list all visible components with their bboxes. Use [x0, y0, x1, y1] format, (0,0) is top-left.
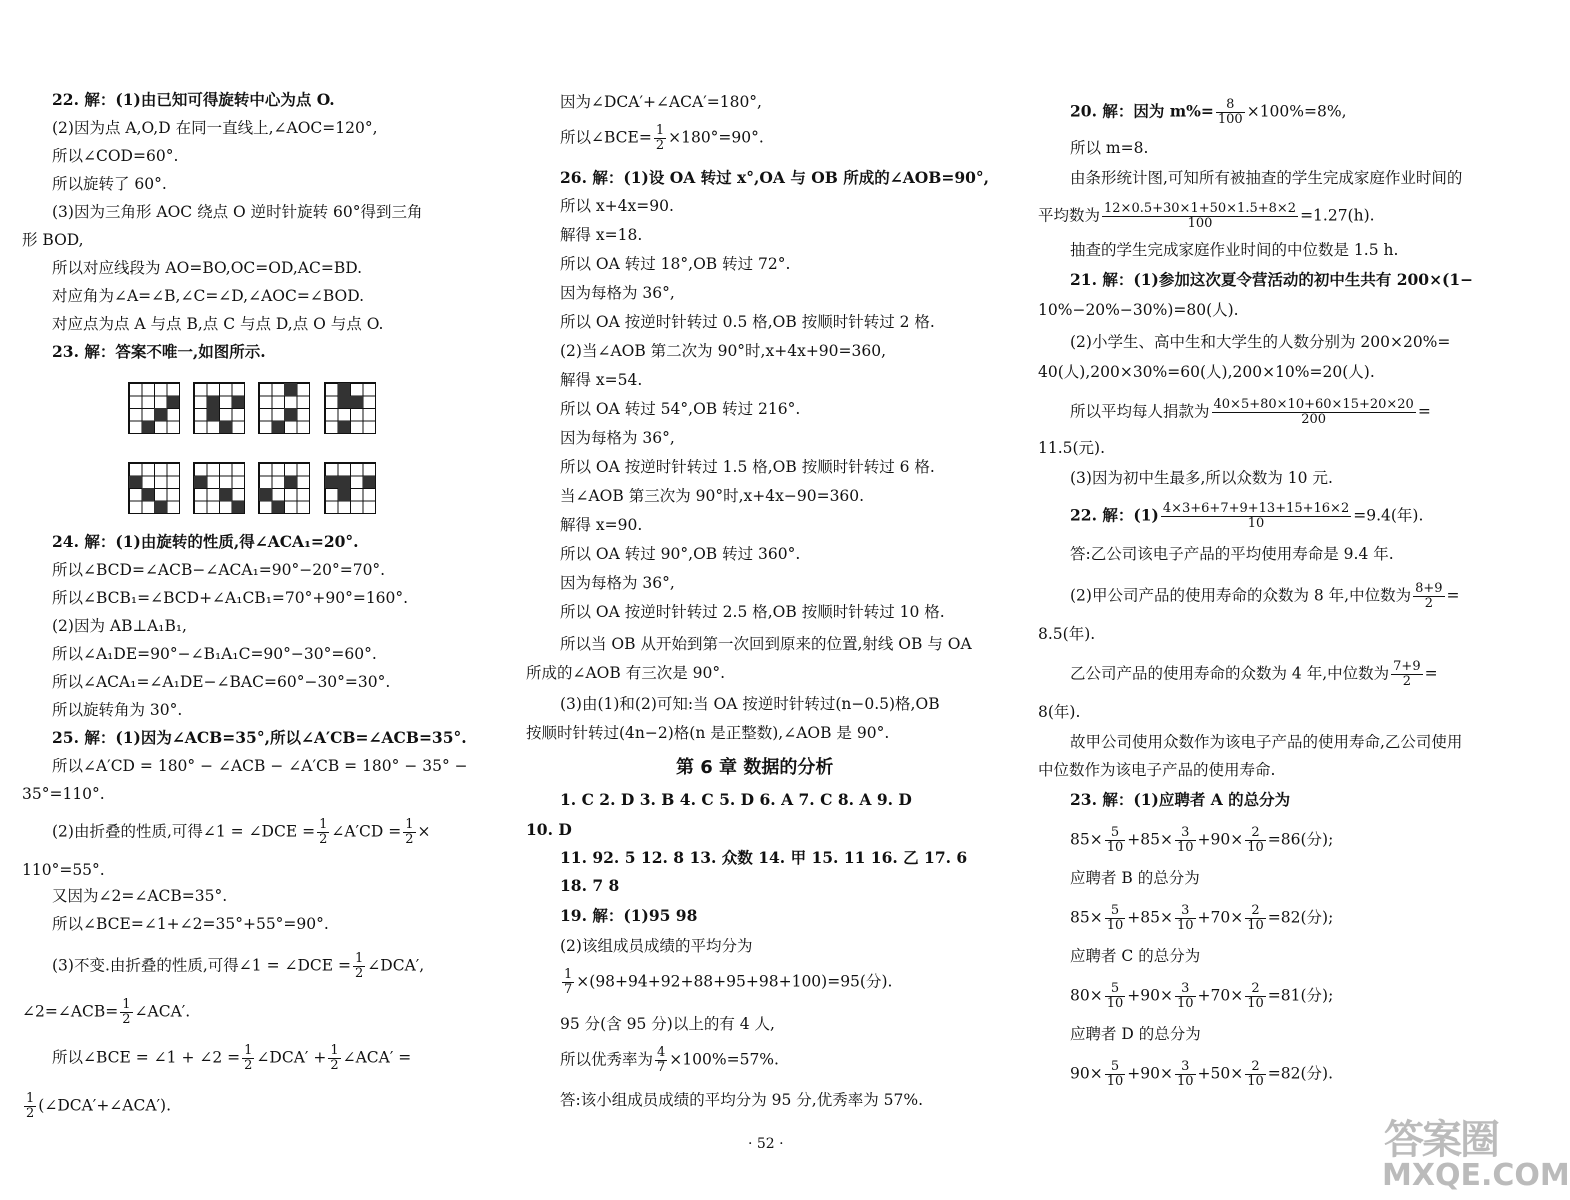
text-line: 按顺时针转过(4n−2)格(n 是正整数),∠AOB 是 90°. — [526, 724, 890, 742]
q21-head: 21. 解：(1)参加这次夏令营活动的初中生共有 200×(1− — [1070, 270, 1474, 289]
grid-figure-4 — [324, 382, 376, 434]
text-line: (3)因为三角形 AOC 绕点 O 逆时针旋转 60°得到三角 — [52, 203, 423, 221]
text-line: 8(年). — [1038, 703, 1081, 721]
text-line: 解得 x=54. — [560, 371, 643, 389]
text-line: (2)因为 AB⊥A₁B₁, — [52, 617, 187, 635]
fraction: $\frac{7+9}{2}$ — [1393, 659, 1421, 689]
text-line: 所成的∠AOB 有三次是 90°. — [526, 664, 726, 682]
text-line: 对应角为∠A=∠B,∠C=∠D,∠AOC=∠BOD. — [52, 287, 365, 305]
fraction: $\frac{40\times 5+80\times 10+60\times 15+20\times 20}{200}$ — [1213, 397, 1414, 427]
text-line: 解得 x=18. — [560, 226, 643, 244]
fraction: $\frac{8+9}{2}$ — [1415, 581, 1443, 611]
q25-head: 25. 解：(1)因为∠ACB=35°,所以∠A′CB=∠ACB=35°. — [52, 728, 467, 747]
fraction: $\frac{4\times 3+6+7+9+13+15+16\times 2}{10}$ — [1162, 501, 1350, 531]
text-line: 所以旋转了 60°. — [52, 175, 167, 193]
text-line: 所以∠BCD=∠ACB−∠ACA₁=90°−20°=70°. — [52, 561, 386, 579]
text-line: 所以当 OB 从开始到第一次回到原来的位置,射线 OB 与 OA — [560, 635, 972, 653]
text-line: 应聘者 D 的总分为 — [1070, 1025, 1201, 1043]
fraction: $\frac{1}{2}$ — [405, 817, 414, 847]
text-line: (2)甲公司产品的使用寿命的众数为 8 年,中位数为 $\frac{8+9}{2}$ = — [1070, 581, 1460, 611]
text-line: 因为每格为 36°, — [560, 284, 675, 302]
text-line: 平均数为 $\frac{12\times 0.5+30\times 1+50\times 1.5+8\times 2}{100}$ =1.27(h). — [1038, 201, 1375, 231]
text-line: 所以∠BCB₁=∠BCD+∠A₁CB₁=70°+90°=160°. — [52, 589, 409, 607]
q22-head: 22. 解：(1)由已知可得旋转中心为点 O. — [52, 90, 335, 109]
text-line: 85× $\frac{5}{10}$ +85× $\frac{3}{10}$ +90× $\frac{2}{10}$ =86(分); — [1070, 825, 1334, 855]
grid-figure-8 — [324, 462, 376, 514]
fraction: $\frac{4}{7}$ — [657, 1045, 666, 1075]
answer-line: 11. 92. 5 12. 8 13. 众数 14. 甲 15. 11 16. 乙 17. 6 — [560, 848, 968, 867]
text-line: (2)因为点 A,O,D 在同一直线上,∠AOC=120°, — [52, 119, 378, 137]
watermark-logo: 答案圈 — [1384, 1117, 1498, 1163]
text-line: 所以 m=8. — [1070, 139, 1149, 157]
chapter-title: 第 6 章 数据的分析 — [676, 757, 834, 778]
text-line: 所以∠COD=60°. — [52, 147, 179, 165]
text-line: (2)当∠AOB 第二次为 90°时,x+4x+90=360, — [560, 342, 887, 360]
text-line: 抽查的学生完成家庭作业时间的中位数是 1.5 h. — [1070, 241, 1399, 259]
text-line: 当∠AOB 第三次为 90°时,x+4x−90=360. — [560, 487, 865, 505]
text-line: 由条形统计图,可知所有被抽查的学生完成家庭作业时间的 — [1070, 169, 1463, 187]
page-number: · 52 · — [748, 1136, 784, 1152]
grid-figure-6 — [193, 462, 245, 514]
fraction: $\frac{1}{2}$ — [319, 817, 328, 847]
fraction: $\frac{1}{7}$ — [564, 967, 573, 997]
text-line: 所以优秀率为 $\frac{4}{7}$ ×100%=57%. — [560, 1045, 779, 1075]
text-line: 因为每格为 36°, — [560, 574, 675, 592]
text-line: 乙公司产品的使用寿命的众数为 4 年,中位数为 $\frac{7+9}{2}$ = — [1070, 659, 1438, 689]
grid-figure-7 — [258, 462, 310, 514]
q22-right-head: 22. 解：(1) $\frac{4\times 3+6+7+9+13+15+16\times 2}{10}$ =9.4(年). — [1070, 501, 1424, 531]
text-line: 所以 OA 按逆时针转过 0.5 格,OB 按顺时针转过 2 格. — [560, 313, 935, 331]
text-line: 解得 x=90. — [560, 516, 643, 534]
answer-line: 18. 7 8 — [560, 876, 620, 895]
text-line: 10%−20%−30%)=80(人). — [1038, 301, 1239, 319]
text-line: 所以∠BCE = ∠1 + ∠2 = $\frac{1}{2}$ ∠DCA′ + $\frac{1}{2}$ ∠ACA′ = — [52, 1043, 412, 1073]
text-line: (3)因为初中生最多,所以众数为 10 元. — [1070, 469, 1333, 487]
grid-figure-1 — [128, 382, 180, 434]
text-line: 所以对应线段为 AO=BO,OC=OD,AC=BD. — [52, 259, 363, 277]
text-line: 110°=55°. — [22, 861, 105, 879]
text-line: 形 BOD, — [22, 231, 84, 249]
text-line: 所以 OA 转过 90°,OB 转过 360°. — [560, 545, 801, 563]
answer-line: 1. C 2. D 3. B 4. C 5. D 6. A 7. C 8. A 9. D — [560, 790, 912, 809]
text-line: 所以 OA 按逆时针转过 1.5 格,OB 按顺时针转过 6 格. — [560, 458, 935, 476]
text-line: 所以∠A₁DE=90°−∠B₁A₁C=90°−30°=60°. — [52, 645, 377, 663]
text-line: (2)小学生、高中生和大学生的人数分别为 200×20%= — [1070, 333, 1451, 351]
q24-head: 24. 解：(1)由旋转的性质,得∠ACA₁=20°. — [52, 532, 359, 551]
text-line: 所以旋转角为 30°. — [52, 701, 183, 719]
text-line: $\frac{1}{2}$ (∠DCA′+∠ACA′). — [26, 1091, 172, 1121]
text-line: (3)不变.由折叠的性质,可得∠1 = ∠DCE = $\frac{1}{2}$ ∠DCA′, — [52, 951, 425, 981]
text-line: 所以 OA 转过 54°,OB 转过 216°. — [560, 400, 801, 418]
answer-line: 10. D — [526, 820, 572, 839]
text-line: 95 分(含 95 分)以上的有 4 人, — [560, 1015, 775, 1033]
text-line: 所以∠ACA₁=∠A₁DE−∠BAC=60°−30°=30°. — [52, 673, 391, 691]
grid-figure-3 — [258, 382, 310, 434]
q23-right-head: 23. 解：(1)应聘者 A 的总分为 — [1070, 790, 1291, 809]
q20-head: 20. 解：因为 m%= $\frac{8}{100}$ ×100%=8%, — [1070, 97, 1347, 127]
text-line: 中位数作为该电子产品的使用寿命. — [1038, 761, 1276, 779]
fraction: $\frac{8}{100}$ — [1217, 97, 1243, 127]
text-line: 因为每格为 36°, — [560, 429, 675, 447]
fraction: $\frac{1}{2}$ — [244, 1043, 253, 1073]
fraction: $\frac{12\times 0.5+30\times 1+50\times 1.5+8\times 2}{100}$ — [1104, 201, 1297, 231]
text-line: 35°=110°. — [22, 785, 105, 803]
text-line: (2)由折叠的性质,可得∠1 = ∠DCE = $\frac{1}{2}$ ∠A′CD = $\frac{1}{2}$ × — [52, 817, 431, 847]
text-line: 故甲公司使用众数作为该电子产品的使用寿命,乙公司使用 — [1070, 733, 1463, 751]
text-line: 所以∠BCE= $\frac{1}{2}$ ×180°=90°. — [560, 123, 764, 153]
text-line: ∠2=∠ACB= $\frac{1}{2}$ ∠ACA′. — [22, 997, 191, 1027]
text-line: 答:该小组成员成绩的平均分为 95 分,优秀率为 57%. — [560, 1091, 924, 1109]
q26-head: 26. 解：(1)设 OA 转过 x°,OA 与 OB 所成的∠AOB=90°, — [560, 168, 990, 187]
text-line: 90× $\frac{5}{10}$ +90× $\frac{3}{10}$ +50× $\frac{2}{10}$ =82(分). — [1070, 1059, 1333, 1089]
fraction: $\frac{1}{2}$ — [355, 951, 364, 981]
q23-head: 23. 解：答案不唯一,如图所示. — [52, 342, 266, 361]
text-line: (2)该组成员成绩的平均分为 — [560, 937, 753, 955]
text-line: 85× $\frac{5}{10}$ +85× $\frac{3}{10}$ +70× $\frac{2}{10}$ =82(分); — [1070, 903, 1334, 933]
text-line: 所以∠A′CD = 180° − ∠ACB − ∠A′CB = 180° − 35° − — [52, 757, 468, 775]
fraction: $\frac{1}{2}$ — [330, 1043, 339, 1073]
text-line: 又因为∠2=∠ACB=35°. — [52, 887, 228, 905]
text-line: 所以 OA 按逆时针转过 2.5 格,OB 按顺时针转过 10 格. — [560, 603, 945, 621]
grid-figure-2 — [193, 382, 245, 434]
text-line: 所以 x+4x=90. — [560, 197, 674, 215]
fraction: $\frac{1}{2}$ — [122, 997, 131, 1027]
fraction: $\frac{1}{2}$ — [26, 1091, 35, 1121]
text-line: 所以∠BCE=∠1+∠2=35°+55°=90°. — [52, 915, 329, 933]
text-line: 所以平均每人捐款为 $\frac{40\times 5+80\times 10+60\times 15+20\times 20}{200}$ = — [1070, 397, 1431, 427]
text-line: 11.5(元). — [1038, 439, 1106, 457]
text-line: 所以 OA 转过 18°,OB 转过 72°. — [560, 255, 791, 273]
text-line: 因为∠DCA′+∠ACA′=180°, — [560, 93, 762, 111]
grid-figure-5 — [128, 462, 180, 514]
fraction: $\frac{1}{2}$ — [655, 123, 665, 153]
watermark-url: MXQE.COM — [1382, 1158, 1570, 1193]
text-line: 对应点为点 A 与点 B,点 C 与点 D,点 O 与点 O. — [52, 315, 384, 333]
text-line: 80× $\frac{5}{10}$ +90× $\frac{3}{10}$ +70× $\frac{2}{10}$ =81(分); — [1070, 981, 1334, 1011]
text-line: 8.5(年). — [1038, 625, 1096, 643]
text-line: 答:乙公司该电子产品的平均使用寿命是 9.4 年. — [1070, 545, 1394, 563]
text-line: (3)由(1)和(2)可知:当 OA 按逆时针转过(n−0.5)格,OB — [560, 695, 940, 713]
text-line: 40(人),200×30%=60(人),200×10%=20(人). — [1038, 363, 1375, 381]
text-line: 应聘者 B 的总分为 — [1070, 869, 1200, 887]
q19-head: 19. 解：(1)95 98 — [560, 906, 698, 925]
text-line: 应聘者 C 的总分为 — [1070, 947, 1201, 965]
text-line: $\frac{1}{7}$ ×(98+94+92+88+95+98+100)=95(分). — [564, 967, 893, 997]
